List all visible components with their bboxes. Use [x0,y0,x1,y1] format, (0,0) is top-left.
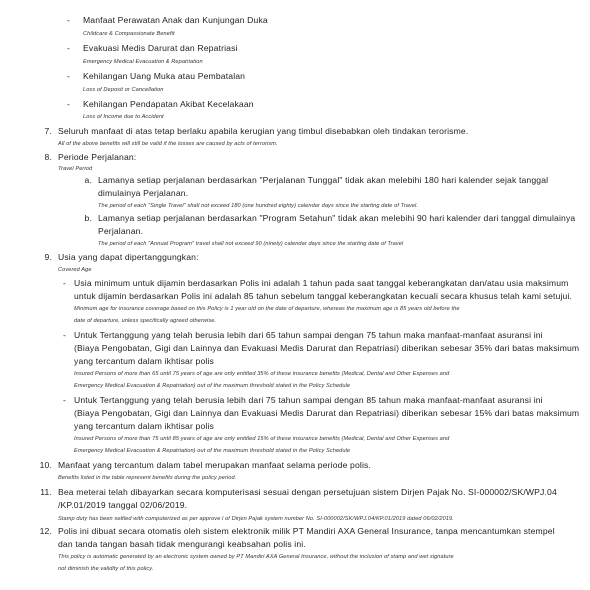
sub-clause-text-cont: dimulainya Perjalanan. [98,188,189,198]
clause-9 [30,251,199,264]
list-item [58,14,268,27]
clause-translation: Covered Age [58,267,92,273]
age-rule-2 [58,329,543,342]
clause-text: Manfaat yang tercantum dalam tabel merupakan manfaat selama periode polis. [58,460,372,470]
clause-text: Seluruh manfaat di atas tetap berlaku apabila kerugian yang timbul disebabkan oleh tindakan terorisme. [58,126,469,136]
list-item [58,98,254,111]
age-rule-text-cont: yang tercantum dalam ikhtisar polis [74,356,214,366]
clause-text: Bea meterai telah dibayarkan secara komputerisasi sesuai dengan persetujuan sistem Dirjen Pajak No. SI-000002/SK/WPJ.04 [58,487,557,497]
dash-marker: - [66,99,70,109]
sub-clause-translation: The period of each "Annual Program" travel shall not exceed 90 (ninety) calendar days since the starting date of Travel [98,241,404,247]
clause-text-cont: dan tanda tangan basah tidak mengurangi keabsahan polis ini. [58,539,306,549]
age-rule-text-cont: (Biaya Pengobatan, Gigi dan Lainnya dan Evakuasi Medis Darurat dan Repatriasi) diberikan sebesar 35% dari batas maksimum [74,343,580,353]
age-rule-text: Untuk Tertanggung yang telah berusia lebih dari 75 tahun sampai dengan 85 tahun maka manfaat-manfaat asuransi ini [74,395,543,405]
clause-text: Periode Perjalanan: [58,152,137,162]
sub-clause-text: Lamanya setiap perjalanan berdasarkan "Perjalanan Tunggal" tidak akan melebihi 180 hari kalender sejak tanggal [98,175,549,185]
clause-translation-cont: not diminish the validity of this policy. [58,566,154,572]
clause-text: Polis ini dibuat secara otomatis oleh sistem elektronik milik PT Mandiri AXA General Insurance, tanpa mencantumkan stempel [58,526,555,536]
clause-number: 10. [39,460,52,470]
sub-clause-text: Lamanya setiap perjalanan berdasarkan "Program Setahun" tidak akan melebihi 90 hari kalender dari tanggal dimulainya [98,213,576,223]
benefit-translation: Emergency Medical Evacuation & Repatriation [83,59,203,65]
clause-translation: This policy is automatic generated by an electronic system owned by PT Mandiri AXA General Insurance, without the inclusion of stamp and wet signature [58,554,454,560]
sub-clause-mark: a. [84,175,92,185]
benefit-label: Manfaat Perawatan Anak dan Kunjungan Duka [83,15,268,25]
age-rule-translation-cont: Emergency Medical Evacuation & Repatriation) out of the maximum threshold stated in the Policy Schedule [74,448,351,454]
clause-text-cont: /KP.01/2019 tanggal 02/06/2019. [58,500,188,510]
clause-12 [30,525,555,538]
benefit-translation: Loss of Income due to Accident [83,114,164,120]
clause-translation: All of the above benefits will still be valid if the losses are caused by acts of terrorism. [58,141,278,147]
clause-translation: Stamp duty has been settled with computerized as per approve l of Dirjen Pajak system number No. SI-000002/SK/WPJ.04/KP.01/2019 dated 06/02/2019. [58,516,454,522]
benefit-translation: Loss of Deposit or Cancellation [83,87,164,93]
clause-number: 7. [44,126,52,136]
dash-marker: - [62,278,66,288]
age-rule-translation: Insured Persons of more than 65 until 75 years of age are only entitled 35% of these insurance benefits (Medical, Dental and Other Expenses and [74,371,450,377]
dash-marker: - [66,71,70,81]
sub-clause-mark: b. [84,213,92,223]
clause-10 [30,459,371,472]
clause-number: 12. [39,526,52,536]
clause-text: Usia yang dapat dipertanggungkan: [58,252,199,262]
age-rule-3 [58,394,543,407]
dash-marker: - [62,330,66,340]
benefit-label: Kehilangan Uang Muka atau Pembatalan [83,71,246,81]
dash-marker: - [62,395,66,405]
clause-number: 11. [40,487,52,497]
clause-translation: Benefits listed in the table represent benefits during the policy period. [58,475,237,481]
age-rule-translation-cont: date of departure, unless specifically agreed otherwise. [74,318,217,324]
benefit-label: Evakuasi Medis Darurat dan Repatriasi [83,43,238,53]
age-rule-text: Usia minimum untuk dijamin berdasarkan Polis ini adalah 1 tahun pada saat tanggal keberangkatan dan/atau usia maksimum [74,278,569,288]
age-rule-translation: Insured Persons of more than 75 until 85 years of age are only entitled 15% of these insurance benefits (Medical, Dental and Other Expenses and [74,436,450,442]
clause-number: 9. [44,252,52,262]
dash-marker: - [66,43,70,53]
benefit-label: Kehilangan Pendapatan Akibat Kecelakaan [83,99,254,109]
clause-7 [30,125,468,138]
age-rule-translation: Minimum age for insurance coverage based on this Policy is 1 year old on the date of departure, whereas the maximum age is 85 years old before the [74,306,460,312]
age-rule-text-cont: untuk dijamin berdasarkan Polis ini adalah 85 tahun sebelum tanggal keberangkatan kecuali secara khusus telah kami setujui. [74,291,573,301]
list-item [58,42,238,55]
clause-number: 8. [44,152,52,162]
age-rule-text-cont: yang tercantum dalam ikhtisar polis [74,421,214,431]
sub-clause-translation: The period of each "Single Travel" shall not exceed 180 (one hundred eighty) calendar days since the starting date of Travel. [98,203,419,209]
sub-clause-8b [80,212,575,225]
benefit-translation: Childcare & Compassionate Benefit [83,31,175,37]
age-rule-text: Untuk Tertanggung yang telah berusia lebih dari 65 tahun sampai dengan 75 tahun maka manfaat-manfaat asuransi ini [74,330,543,340]
clause-11 [30,486,557,499]
sub-clause-8a [80,174,548,187]
age-rule-translation-cont: Emergency Medical Evacuation & Repatriation) out of the maximum threshold stated in the Policy Schedule [74,383,351,389]
age-rule-1 [58,277,568,290]
clause-translation: Travel Period [58,166,93,172]
age-rule-text-cont: (Biaya Pengobatan, Gigi dan Lainnya dan Evakuasi Medis Darurat dan Repatriasi) diberikan sebesar 15% dari batas maksimum [74,408,580,418]
dash-marker: - [66,15,70,25]
list-item [58,70,245,83]
sub-clause-text-cont: Perjalanan. [98,226,144,236]
